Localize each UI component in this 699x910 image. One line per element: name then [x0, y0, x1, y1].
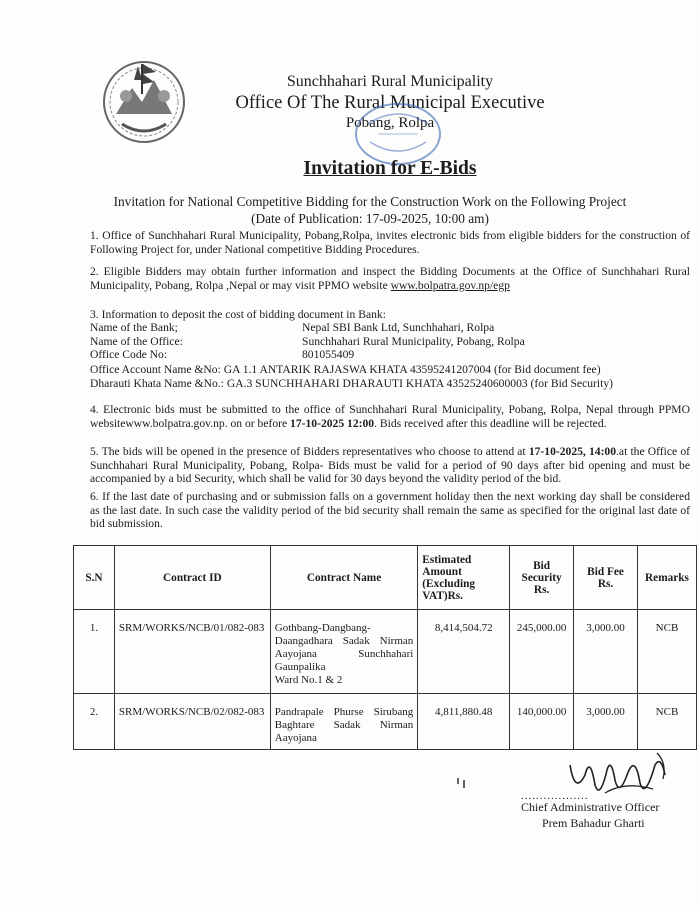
paragraph-3: 3. Information to deposit the cost of bidding document in Bank: [90, 308, 386, 321]
table-header-row [74, 546, 697, 610]
dharauti-account: Dharauti Khata Name &No.: GA.3 SUNCHHAHARI DHARAUTI KHATA 43525240600003 (for Bid Security) [90, 377, 613, 390]
document-title: Invitation for E-Bids [303, 158, 477, 179]
paragraph-2 [90, 265, 690, 292]
col-header-sn: S.N [74, 546, 115, 610]
col-header-fee: Bid Fee Rs. [574, 546, 638, 610]
col-header-contract-name: Contract Name [270, 546, 418, 610]
col-header-remarks: Remarks [637, 546, 696, 610]
officer-designation: Chief Administrative Officer [521, 800, 660, 814]
ppmo-website-link[interactable]: www.bolpatra.gov.np/egp [390, 278, 510, 292]
office-name: Office Of The Rural Municipal Executive [235, 93, 545, 113]
account-info [90, 363, 699, 391]
submission-deadline: 17-10-2025 12:00 [290, 416, 375, 430]
paragraph-2-text: 2. Eligible Bidders may obtain further information and inspect the Bidding Documents at the Office of Sunchhahari Rural Municipality, Pobang, Rolpa ,Nepal or may visit PPMO website [90, 265, 690, 292]
office-address: Pobang, Rolpa [345, 115, 435, 131]
bank-info [90, 321, 690, 362]
paragraph-5: 5. The bids will be opened in the presence of Bidders representatives who choose to attend at 17-10-2025, 14:00.at the Office of Sunchhahari Rural Municipality, Pobang, Rolpa- Bids must be valid for a period of 90 days after bid opening and must be accompanied by a bid Security, which shall be valid for 30 days beyond the validity period of the bid. [90, 445, 690, 485]
municipality-name: Sunchhahari Rural Municipality [286, 73, 494, 90]
office-account: Office Account Name &No: GA 1.1 ANTARIK RAJASWA KHATA 43595241207004 (for Bid document fee) [90, 363, 601, 376]
intro-heading: Invitation for National Competitive Bidding for the Construction Work on the Following Project [113, 194, 627, 209]
publication-date: (Date of Publication: 17-09-2025, 10:00 am) [251, 211, 489, 226]
col-header-contract-id: Contract ID [114, 546, 270, 610]
opening-date: 17-10-2025, 14:00 [528, 445, 617, 458]
paragraph-4: 4. Electronic bids must be submitted to the office of Sunchhahari Rural Municipality, Pobang, Rolpa, Nepal through PPMO websitewww.bolpatra.gov.np. on or before 17-10-2025 12:00. Bids received after this deadline will be rejected. [90, 403, 690, 430]
paragraph-1: 1. Office of Sunchhahari Rural Municipality, Pobang,Rolpa, invites electronic bids from eligible bidders for the construction of Following Project for, under National competitive Bidding Procedures. [90, 229, 690, 256]
signature-line: .................. [521, 790, 589, 802]
paragraph-6: 6. If the last date of purchasing and or submission falls on a government holiday then the next working day shall be considered as the last date. In such case the validity period of the bid security shall remain the same as specified for the original last date of bid submission. [90, 490, 690, 530]
bank-row: Name of the Office: Sunchhahari Rural Municipality, Pobang, Rolpa [90, 334, 525, 348]
table-row: 1. SRM/WORKS/NCB/01/082-083 Gothbang-Dangbang-Daangadhara Sadak Nirman Aayojana Sunchhahari Gaunpalika Ward No.1 & 2 8,414,504.72 245,000.00 3,000.00 NCB [74, 610, 697, 694]
col-header-amount: Estimated Amount (Excluding VAT)Rs. [418, 546, 510, 610]
scan-mark-icon [455, 776, 469, 790]
officer-name: Prem Bahadur Gharti [542, 816, 645, 830]
bank-row: Name of the Bank; Nepal SBI Bank Ltd, Sunchhahari, Rolpa [90, 321, 495, 334]
bids-table [73, 545, 697, 750]
col-header-security: Bid Security Rs. [510, 546, 574, 610]
bank-row: Office Code No: 801055409 [90, 348, 355, 361]
table-row: 2. SRM/WORKS/NCB/02/082-083 Pandrapale Phurse Sirubang Baghtare Sadak Nirman Aayojana 4,811,880.48 140,000.00 3,000.00 NCB [74, 694, 697, 750]
